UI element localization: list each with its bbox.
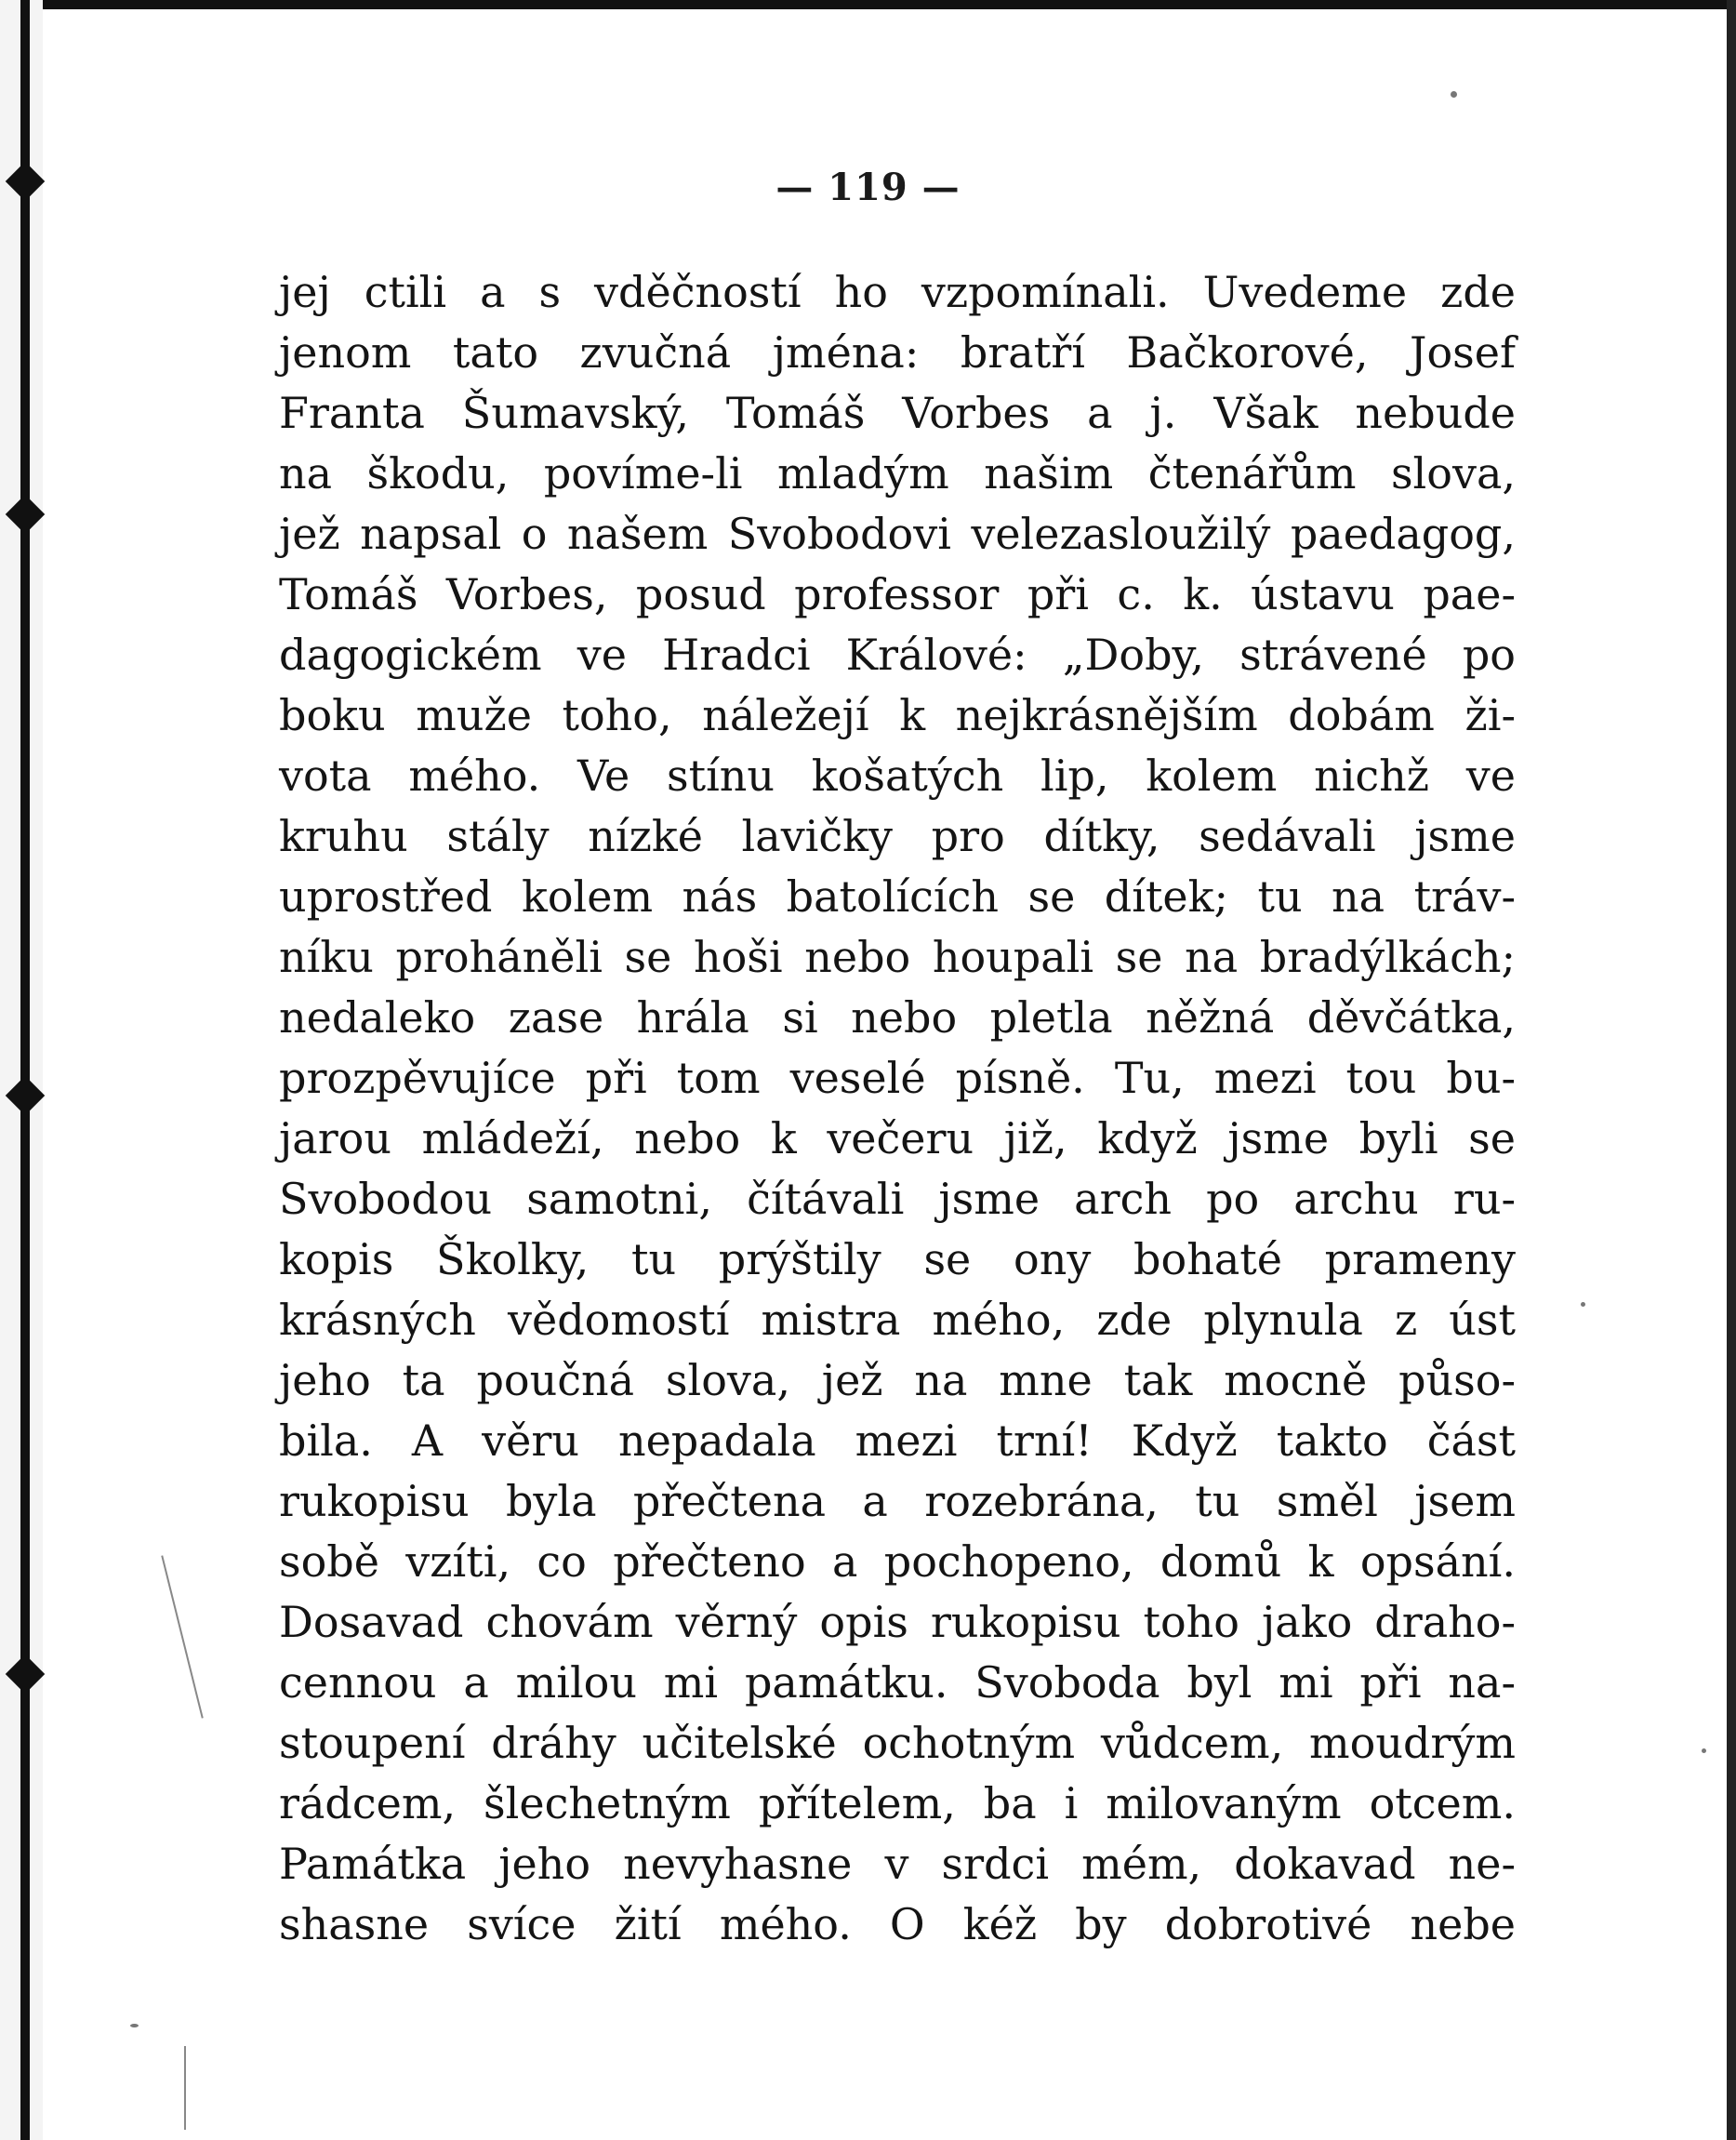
text-line: jarou mládeží, nebo k večeru již, když jsme byli se — [279, 1113, 1516, 1163]
text-line: Svobodou samotni, čítávali jsme arch po archu ru- — [279, 1174, 1516, 1224]
text-line: rádcem, šlechetným přítelem, ba i milovaným otcem. — [279, 1778, 1516, 1828]
scan-scratch — [161, 1555, 203, 1718]
text-line: Dosavad chovám věrný opis rukopisu toho jako draho- — [279, 1597, 1516, 1647]
text-line: boku muže toho, náležejí k nejkrásnějším dobám ži- — [279, 690, 1516, 740]
text-line: prozpěvujíce při tom veselé písně. Tu, mezi tou bu- — [279, 1053, 1516, 1103]
text-line: nedaleko zase hrála si nebo pletla něžná děvčátka, — [279, 992, 1516, 1043]
text-line: kopis Školky, tu prýštily se ony bohaté prameny — [279, 1234, 1516, 1284]
text-line: níku proháněli se hoši nebo houpali se na bradýlkách; — [279, 932, 1516, 982]
scan-speck — [1702, 1748, 1706, 1753]
page-number: — 119 — — [775, 166, 961, 209]
text-line: na škodu, povíme-li mladým našim čtenářům slova, — [279, 448, 1516, 498]
text-line: jež napsal o našem Svobodovi velezasloužilý paedagog, — [279, 509, 1516, 559]
text-line: cennou a milou mi památku. Svoboda byl mi při na- — [279, 1657, 1516, 1708]
text-line: Tomáš Vorbes, posud professor při c. k. ústavu pae- — [279, 569, 1516, 619]
scan-scratch — [184, 2046, 186, 2130]
text-line: rukopisu byla přečtena a rozebrána, tu směl jsem — [279, 1476, 1516, 1526]
text-line: dagogickém ve Hradci Králové: „Doby, strávené po — [279, 630, 1516, 680]
body-text — [279, 262, 1516, 1955]
text-line: uprostřed kolem nás batolících se dítek; tu na tráv- — [279, 871, 1516, 922]
text-line: shasne svíce žití mého. O kéž by dobrotivé nebe — [279, 1899, 1516, 1949]
scan-speck — [130, 2024, 139, 2027]
scan-top-border — [0, 0, 1736, 9]
text-line: jenom tato zvučná jména: bratří Bačkorové, Josef — [279, 327, 1516, 378]
text-line: sobě vzíti, co přečteno a pochopeno, domů k opsání. — [279, 1536, 1516, 1587]
text-line: krásných vědomostí mistra mého, zde plynula z úst — [279, 1295, 1516, 1345]
text-line: kruhu stály nízké lavičky pro dítky, sedávali jsme — [279, 811, 1516, 861]
binding-line — [20, 0, 30, 2140]
text-line: jej ctili a s vděčností ho vzpomínali. Uvedeme zde — [279, 267, 1516, 317]
text-line: jeho ta poučná slova, jež na mne tak mocně půso- — [279, 1355, 1516, 1405]
text-line: stoupení dráhy učitelské ochotným vůdcem, moudrým — [279, 1718, 1516, 1768]
scan-speck — [1581, 1302, 1585, 1307]
text-line: Památka jeho nevyhasne v srdci mém, dokavad ne- — [279, 1839, 1516, 1889]
scan-right-border — [1727, 0, 1736, 2140]
text-line: Franta Šumavský, Tomáš Vorbes a j. Však nebude — [279, 388, 1516, 438]
text-line: bila. A věru nepadala mezi trní! Když takto část — [279, 1416, 1516, 1466]
scan-speck — [1451, 91, 1457, 98]
text-line: vota mého. Ve stínu košatých lip, kolem nichž ve — [279, 751, 1516, 801]
